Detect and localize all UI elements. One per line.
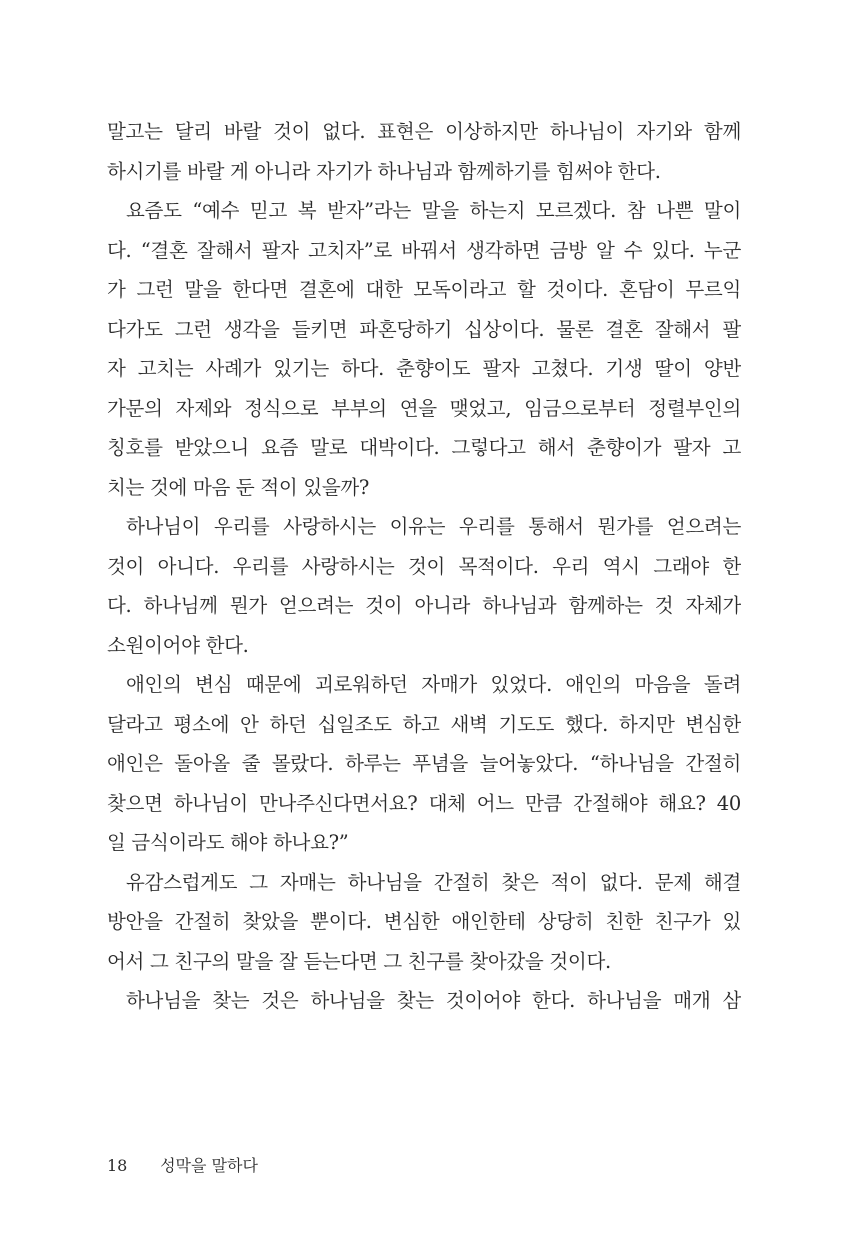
text-line: 하나님이 우리를 사랑하시는 이유는 우리를 통해서 뭔가를 얻으려는 <box>126 515 741 538</box>
text-line: 요즘도 “예수 믿고 복 받자”라는 말을 하는지 모르겠다. 참 나쁜 말이 <box>126 199 741 222</box>
text-line: 일 금식이라도 해야 하나요?” <box>107 831 349 854</box>
text-line: 소원이어야 한다. <box>107 633 249 657</box>
text-line: 말고는 달리 바랄 것이 없다. 표현은 이상하지만 하나님이 자기와 함께 <box>107 120 741 143</box>
page-footer <box>107 1156 258 1176</box>
text-line: 방안을 간절히 찾았을 뿐이다. 변심한 애인한테 상당히 친한 친구가 있 <box>107 910 741 933</box>
text-line: 칭호를 받았으니 요즘 말로 대박이다. 그렇다고 해서 춘향이가 팔자 고 <box>107 436 741 459</box>
text-line: 다가도 그런 생각을 들키면 파혼당하기 십상이다. 물론 결혼 잘해서 팔 <box>107 317 741 341</box>
page-number: 18 <box>107 1156 128 1175</box>
text-line: 하나님을 찾는 것은 하나님을 찾는 것이어야 한다. 하나님을 매개 삼 <box>126 989 741 1012</box>
text-line: 찾으면 하나님이 만나주신다면서요? 대체 어느 만큼 간절해야 해요? 40 <box>107 791 741 815</box>
text-line: 다. “결혼 잘해서 팔자 고치자”로 바꿔서 생각하면 금방 알 수 있다. 누군 <box>107 238 741 262</box>
body-text <box>107 112 741 1021</box>
text-line: 달라고 평소에 안 하던 십일조도 하고 새벽 기도도 했다. 하지만 변심한 <box>107 712 741 736</box>
text-line: 가 그런 말을 한다면 결혼에 대한 모독이라고 할 것이다. 혼담이 무르익 <box>107 278 741 301</box>
text-line: 치는 것에 마음 둔 적이 있을까? <box>107 475 370 499</box>
book-title: 성막을 말하다 <box>160 1156 258 1175</box>
text-line: 가문의 자제와 정식으로 부부의 연을 맺었고, 임금으로부터 정렬부인의 <box>107 396 741 420</box>
text-line: 유감스럽게도 그 자매는 하나님을 간절히 찾은 적이 없다. 문제 해결 <box>126 870 741 894</box>
text-line: 애인은 돌아올 줄 몰랐다. 하루는 푸념을 늘어놓았다. “하나님을 간절히 <box>107 752 741 775</box>
text-line: 애인의 변심 때문에 괴로워하던 자매가 있었다. 애인의 마음을 돌려 <box>126 673 741 696</box>
text-line: 다. 하나님께 뭔가 얻으려는 것이 아니라 하나님과 함께하는 것 자체가 <box>107 594 741 617</box>
text-line: 어서 그 친구의 말을 잘 듣는다면 그 친구를 찾아갔을 것이다. <box>107 949 611 973</box>
text-line: 자 고치는 사례가 있기는 하다. 춘향이도 팔자 고쳤다. 기생 딸이 양반 <box>107 357 741 380</box>
text-line: 하시기를 바랄 게 아니라 자기가 하나님과 함께하기를 힘써야 한다. <box>107 159 661 183</box>
text-line: 것이 아니다. 우리를 사랑하시는 것이 목적이다. 우리 역시 그래야 한 <box>107 554 741 578</box>
